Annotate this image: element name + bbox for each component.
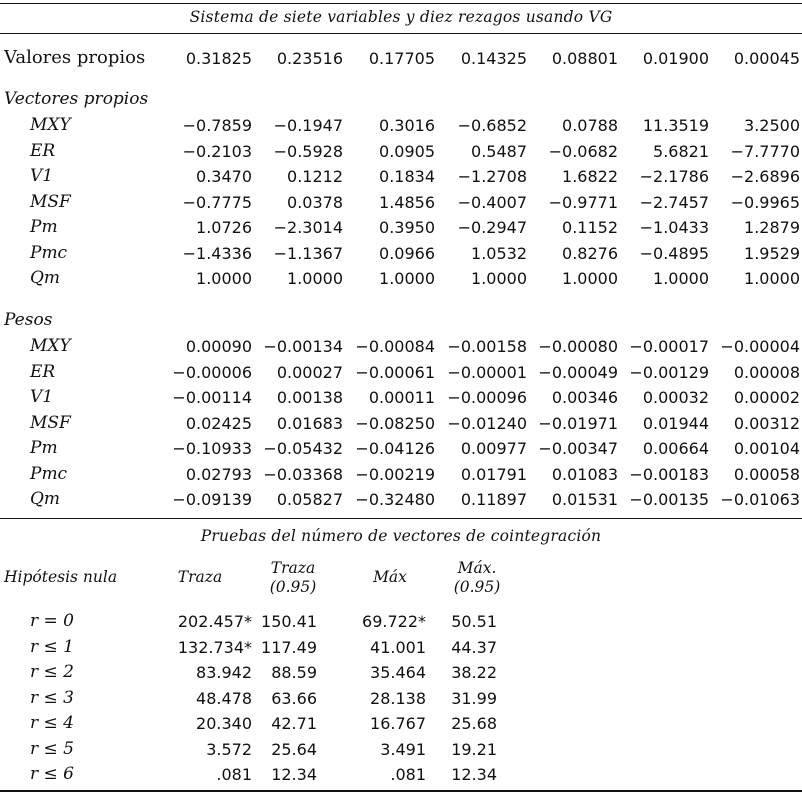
weight-row-cell: −0.04126 bbox=[355, 439, 435, 458]
weight-row-cell: 0.00058 bbox=[733, 464, 800, 484]
eigenvector-row-cell: −0.2947 bbox=[457, 218, 527, 237]
eigenvector-row-cell: 0.0378 bbox=[287, 192, 343, 212]
weight-row-cell: 0.01531 bbox=[551, 490, 618, 509]
eigenvector-row-cell: 0.0788 bbox=[562, 116, 618, 135]
test-max-cell: 16.767 bbox=[370, 714, 426, 733]
test-max-crit-cell: 50.51 bbox=[451, 612, 497, 631]
weight-row-cell: 0.05827 bbox=[276, 490, 343, 509]
test-max-crit-cell: 31.99 bbox=[451, 688, 497, 708]
test-trace-crit-cell: 25.64 bbox=[271, 739, 317, 759]
eigenvector-row-label: ER bbox=[30, 140, 56, 161]
eigenvector-row-cell: 0.1834 bbox=[379, 167, 435, 186]
eigenvector-row-cell: −1.0433 bbox=[639, 218, 709, 237]
eigenvector-row-cell: 0.5487 bbox=[471, 141, 527, 161]
eigenvector-row-cell: 0.3470 bbox=[196, 167, 252, 186]
eigenvalues-label: Valores propios bbox=[4, 47, 146, 68]
eigenvector-row-cell: 5.6821 bbox=[653, 141, 709, 161]
eigenvector-row-cell: −1.4336 bbox=[182, 243, 252, 263]
weights-section-title: Pesos bbox=[4, 310, 53, 330]
weight-row-cell: 0.00008 bbox=[733, 362, 800, 382]
weight-row-cell: −0.00017 bbox=[629, 337, 709, 356]
eigenvalue-cell: 0.01900 bbox=[642, 49, 709, 68]
weight-row-cell: −0.01240 bbox=[447, 413, 527, 433]
eigenvalue-cell: 0.17705 bbox=[368, 49, 435, 68]
weight-row-cell: −0.00096 bbox=[447, 388, 527, 407]
weight-row-label: Qm bbox=[30, 489, 61, 509]
test-max-crit-cell: 38.22 bbox=[451, 663, 497, 682]
bottom-rule bbox=[0, 790, 802, 792]
eigenvector-row-cell: 1.9529 bbox=[744, 243, 800, 263]
weight-row-cell: −0.10933 bbox=[172, 439, 252, 458]
test-trace-cell: 132.734* bbox=[177, 637, 252, 657]
tests-header-hypothesis: Hipótesis nula bbox=[4, 568, 118, 586]
eigenvector-row-cell: 1.0000 bbox=[196, 269, 252, 288]
test-max-crit-cell: 12.34 bbox=[451, 765, 497, 784]
eigenvector-row-cell: 1.0000 bbox=[562, 269, 618, 288]
test-trace-cell: 202.457* bbox=[177, 612, 252, 631]
weight-row-cell: −0.00049 bbox=[538, 362, 618, 382]
weight-row-cell: 0.01083 bbox=[551, 464, 618, 484]
weight-row-cell: 0.00104 bbox=[733, 439, 800, 458]
test-max-cell: 35.464 bbox=[370, 663, 426, 682]
test-trace-crit-cell: 12.34 bbox=[271, 765, 317, 784]
test-max-cell: 41.001 bbox=[370, 637, 426, 657]
weight-row-cell: −0.32480 bbox=[355, 490, 435, 509]
test-trace-crit-cell: 88.59 bbox=[271, 663, 317, 682]
test-trace-crit-cell: 63.66 bbox=[271, 688, 317, 708]
eigenvector-row-cell: −0.4895 bbox=[639, 243, 709, 263]
weight-row-cell: −0.00114 bbox=[172, 388, 252, 407]
weight-row-label: ER bbox=[30, 361, 56, 382]
weight-row-cell: −0.00347 bbox=[538, 439, 618, 458]
eigenvector-row-cell: 1.0000 bbox=[379, 269, 435, 288]
test-hypothesis: r = 0 bbox=[30, 611, 74, 631]
eigenvector-row-cell: 1.0532 bbox=[471, 243, 527, 263]
eigenvector-row-label: MSF bbox=[30, 191, 71, 212]
eigenvector-row-label: MXY bbox=[30, 115, 71, 135]
weight-row-cell: −0.00129 bbox=[629, 362, 709, 382]
weight-row-label: Pm bbox=[30, 438, 58, 458]
tests-header-max-crit-1: Máx. bbox=[457, 559, 497, 577]
eigenvector-row-cell: −0.2103 bbox=[182, 141, 252, 161]
weight-row-cell: 0.00312 bbox=[733, 413, 800, 433]
eigenvector-row-cell: −0.4007 bbox=[457, 192, 527, 212]
weight-row-cell: −0.09139 bbox=[172, 490, 252, 509]
test-trace-cell: 3.572 bbox=[206, 739, 252, 759]
eigenvalue-cell: 0.23516 bbox=[276, 49, 343, 68]
weight-row-cell: −0.05432 bbox=[263, 439, 343, 458]
test-max-cell: 28.138 bbox=[370, 688, 426, 708]
weight-row-cell: 0.11897 bbox=[460, 490, 527, 509]
vectors-section-title: Vectores propios bbox=[4, 89, 149, 109]
tests-caption: Pruebas del número de vectores de cointegración bbox=[200, 527, 602, 545]
eigenvector-row-label: V1 bbox=[30, 166, 54, 186]
test-max-cell: .081 bbox=[390, 765, 426, 784]
tests-header-max: Máx bbox=[373, 568, 407, 586]
eigenvector-row-cell: 0.8276 bbox=[562, 243, 618, 263]
tests-header-max-crit-2: (0.95) bbox=[453, 578, 501, 596]
weight-row-cell: −0.01063 bbox=[720, 490, 800, 509]
weight-row-cell: 0.00977 bbox=[460, 439, 527, 458]
weight-row-cell: −0.00183 bbox=[629, 464, 709, 484]
eigenvector-row-cell: −0.7859 bbox=[182, 116, 252, 135]
eigenvector-row-cell: 1.0000 bbox=[471, 269, 527, 288]
weight-row-cell: 0.00027 bbox=[276, 362, 343, 382]
weight-row-cell: −0.00006 bbox=[172, 362, 252, 382]
eigenvector-row-cell: 11.3519 bbox=[642, 116, 709, 135]
top-rule bbox=[0, 3, 802, 4]
test-trace-cell: .081 bbox=[216, 765, 252, 784]
test-max-cell: 3.491 bbox=[380, 739, 426, 759]
test-hypothesis: r ≤ 5 bbox=[30, 738, 74, 759]
test-hypothesis: r ≤ 1 bbox=[30, 636, 74, 657]
eigenvector-row-cell: −1.2708 bbox=[457, 167, 527, 186]
eigenvector-row-cell: 1.4856 bbox=[379, 192, 435, 212]
eigenvalue-cell: 0.31825 bbox=[185, 49, 252, 68]
eigenvector-row-cell: −0.7775 bbox=[182, 192, 252, 212]
eigenvector-row-cell: 1.0000 bbox=[653, 269, 709, 288]
weight-row-cell: 0.02425 bbox=[185, 413, 252, 433]
weight-row-cell: −0.00001 bbox=[447, 362, 527, 382]
eigenvector-row-cell: 1.0000 bbox=[744, 269, 800, 288]
eigenvector-row-cell: −0.9771 bbox=[548, 192, 618, 212]
weight-row-cell: −0.00004 bbox=[720, 337, 800, 356]
test-hypothesis: r ≤ 4 bbox=[30, 713, 74, 733]
eigenvalue-cell: 0.14325 bbox=[460, 49, 527, 68]
test-trace-cell: 48.478 bbox=[196, 688, 252, 708]
eigenvector-row-cell: −0.5928 bbox=[273, 141, 343, 161]
eigenvector-row-cell: 0.0905 bbox=[379, 141, 435, 161]
tests-header-trace: Traza bbox=[177, 568, 223, 586]
weight-row-cell: −0.00084 bbox=[355, 337, 435, 356]
eigenvector-row-cell: 1.6822 bbox=[562, 167, 618, 186]
weight-row-cell: 0.00032 bbox=[642, 388, 709, 407]
eigenvector-row-cell: −2.1786 bbox=[639, 167, 709, 186]
eigenvector-row-cell: 0.1212 bbox=[287, 167, 343, 186]
eigenvector-row-cell: −2.3014 bbox=[273, 218, 343, 237]
test-hypothesis: r ≤ 2 bbox=[30, 662, 74, 682]
weight-row-cell: −0.00080 bbox=[538, 337, 618, 356]
eigenvector-row-cell: −2.7457 bbox=[639, 192, 709, 212]
eigenvector-row-cell: 1.0000 bbox=[287, 269, 343, 288]
test-max-crit-cell: 44.37 bbox=[451, 637, 497, 657]
eigenvector-row-cell: 1.2879 bbox=[744, 218, 800, 237]
test-trace-cell: 20.340 bbox=[196, 714, 252, 733]
weight-row-cell: −0.00061 bbox=[355, 362, 435, 382]
eigenvector-row-cell: −0.1947 bbox=[273, 116, 343, 135]
eigenvector-row-cell: −0.9965 bbox=[730, 192, 800, 212]
weight-row-cell: −0.00219 bbox=[355, 464, 435, 484]
eigenvector-row-cell: 0.3016 bbox=[379, 116, 435, 135]
eigenvector-row-label: Qm bbox=[30, 268, 61, 288]
test-max-cell: 69.722* bbox=[362, 612, 426, 631]
caption-rule bbox=[0, 33, 802, 34]
weight-row-cell: 0.01944 bbox=[642, 413, 709, 433]
weight-row-cell: 0.01683 bbox=[276, 413, 343, 433]
weight-row-label: MXY bbox=[30, 336, 71, 356]
eigenvector-row-cell: 0.0966 bbox=[379, 243, 435, 263]
eigenvector-row-cell: −0.0682 bbox=[548, 141, 618, 161]
weight-row-cell: −0.00134 bbox=[263, 337, 343, 356]
test-trace-crit-cell: 150.41 bbox=[261, 612, 317, 631]
weight-row-cell: 0.00002 bbox=[733, 388, 800, 407]
eigenvector-row-cell: −0.6852 bbox=[457, 116, 527, 135]
weight-row-cell: 0.00346 bbox=[551, 388, 618, 407]
weight-row-cell: 0.02793 bbox=[185, 464, 252, 484]
eigenvector-row-cell: −7.7770 bbox=[730, 141, 800, 161]
test-trace-crit-cell: 117.49 bbox=[261, 637, 317, 657]
tests-rule bbox=[0, 518, 802, 519]
eigenvector-row-cell: −2.6896 bbox=[730, 167, 800, 186]
weight-row-cell: −0.00158 bbox=[447, 337, 527, 356]
test-max-crit-cell: 19.21 bbox=[451, 739, 497, 759]
test-trace-cell: 83.942 bbox=[196, 663, 252, 682]
weight-row-cell: 0.00138 bbox=[276, 388, 343, 407]
eigenvector-row-label: Pm bbox=[30, 217, 58, 237]
eigenvector-row-cell: −1.1367 bbox=[273, 243, 343, 263]
weight-row-cell: −0.01971 bbox=[538, 413, 618, 433]
tests-header-trace-crit-1: Traza bbox=[270, 559, 316, 577]
eigenvector-row-cell: 0.1152 bbox=[562, 218, 618, 237]
eigenvalue-cell: 0.08801 bbox=[551, 49, 618, 68]
weight-row-cell: 0.00011 bbox=[368, 388, 435, 407]
eigenvalue-cell: 0.00045 bbox=[733, 49, 800, 68]
weight-row-label: Pmc bbox=[30, 463, 68, 484]
tests-header-trace-crit-2: (0.95) bbox=[269, 578, 317, 596]
weight-row-label: V1 bbox=[30, 387, 54, 407]
table-caption: Sistema de siete variables y diez rezagos usando VG bbox=[189, 8, 613, 26]
test-hypothesis: r ≤ 3 bbox=[30, 687, 74, 708]
weight-row-cell: 0.00664 bbox=[642, 439, 709, 458]
weight-row-cell: 0.01791 bbox=[460, 464, 527, 484]
weight-row-cell: −0.03368 bbox=[263, 464, 343, 484]
test-max-crit-cell: 25.68 bbox=[451, 714, 497, 733]
test-trace-crit-cell: 42.71 bbox=[271, 714, 317, 733]
eigenvector-row-label: Pmc bbox=[30, 242, 68, 263]
weight-row-label: MSF bbox=[30, 412, 71, 433]
eigenvector-row-cell: 0.3950 bbox=[379, 218, 435, 237]
eigenvector-row-cell: 3.2500 bbox=[744, 116, 800, 135]
weight-row-cell: −0.08250 bbox=[355, 413, 435, 433]
weight-row-cell: 0.00090 bbox=[185, 337, 252, 356]
eigenvector-row-cell: 1.0726 bbox=[196, 218, 252, 237]
test-hypothesis: r ≤ 6 bbox=[30, 764, 74, 784]
weight-row-cell: −0.00135 bbox=[629, 490, 709, 509]
